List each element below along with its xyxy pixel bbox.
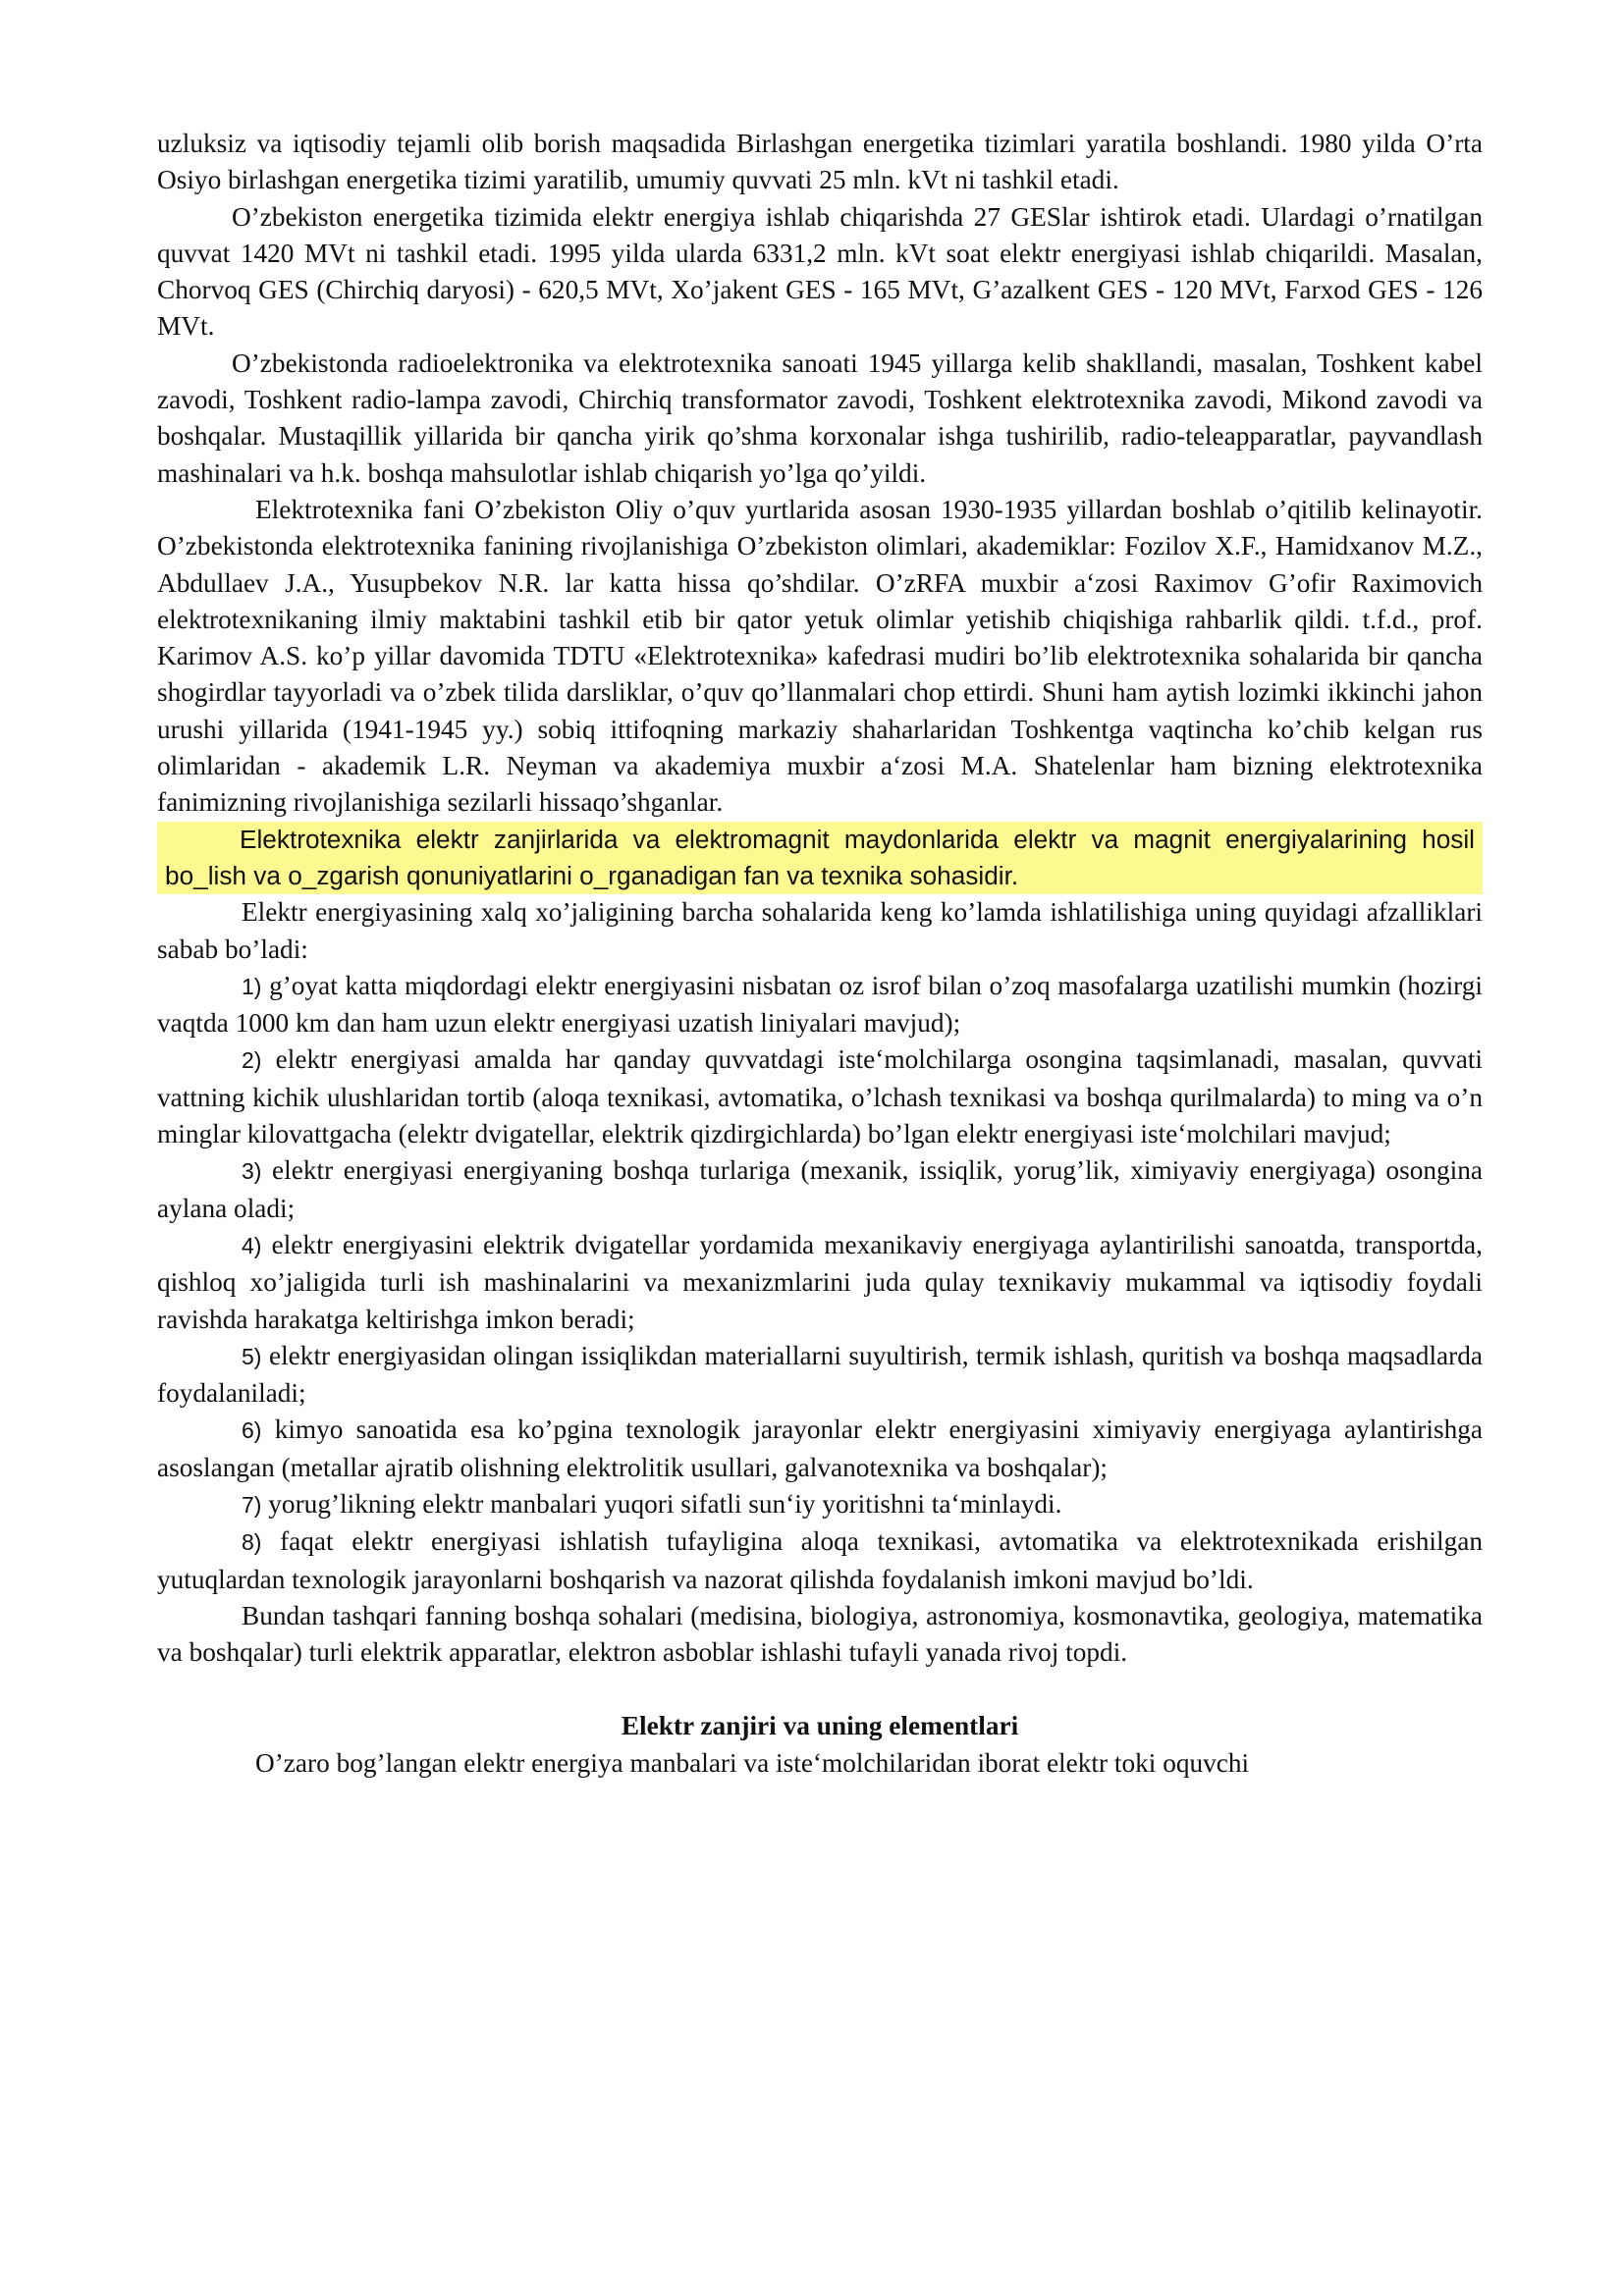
section-heading: Elektr zanjiri va uning elementlari (621, 1711, 1019, 1741)
paragraph-circuit-definition: O’zaro bog’langan elektr energiya manbalari va iste‘molchilaridan iborat elektr toki oquvchi (255, 1747, 1250, 1778)
paragraph-electronics-industry: O’zbekistonda radioelektronika va elektrotexnika sanoati 1945 yillarga kelib shakllandi, masalan, Toshkent kabel zavodi, Toshkent radio-lampa zavodi, Chirchiq transformator zavodi, Toshkent elektrotexnika zavodi, Mikond zavodi va boshqalar. Mustaqillik yillarida bir qancha yirik qo’shma korxonalar ishga tushirilib, radio-teleapparatlar, payvandlash mashinalari va h.k. boshqa mahsulotlar ishlab chiqarish yo’lga qo’yildi. (157, 347, 1483, 488)
list-item-number: 8) (242, 1529, 262, 1556)
list-item-number: 6) (242, 1417, 262, 1444)
list-item-text: elektr energiyasidan olingan issiqlikdan materiallarni suyultirish, termik ishlash, quritish va boshqa maqsadlarda foydalaniladi; (157, 1340, 1483, 1409)
list-item-number: 4) (242, 1232, 262, 1258)
paragraph-advantages-intro: Elektr energiyasining xalq xo’jaligining barcha sohalarida keng ko’lamda ishlatilishiga uning quyidagi afzalliklari sabab bo’ladi: (157, 897, 1483, 964)
list-item-text: elektr energiyasi energiyaning boshqa turlariga (mexanik, issiqlik, yorug’lik, ximiyaviy energiyaga) osongina aylana oladi; (157, 1155, 1483, 1223)
list-item (157, 1338, 1483, 1413)
paragraph-ges-capacity: O’zbekiston energetika tizimida elektr energiya ishlab chiqarishda 27 GESlar ishtirok etadi. Ulardagi o’rnatilgan quvvat 1420 MVt ni tashkil etadi. 1995 yilda ularda 6331,2 mln. kVt soat elektr energiyasi ishlab chiqarildi. Masalan, Chorvoq GES (Chirchiq daryosi) - 620,5 MVt, Xo’jakent GES - 165 MVt, G’azalkent GES - 120 MVt, Farxod GES - 126 MVt. (157, 201, 1483, 342)
list-item (157, 1412, 1483, 1486)
list-item (157, 1227, 1483, 1338)
paragraph-other-fields: Bundan tashqari fanning boshqa sohalari (medisina, biologiya, astronomiya, kosmonavtika, geologiya, matematika va boshqalar) turli elektrik apparatlar, elektron asboblar ishlashi tufayli yanada rivoj topdi. (157, 1600, 1483, 1668)
paragraph-scientists: Elektrotexnika fani O’zbekiston Oliy o’quv yurtlarida asosan 1930-1935 yillardan boshlab o’qitilib kelinayotir. O’zbekistonda elektrotexnika fanining rivojlanishiga O’zbekiston olimlari, akademiklar: Fozilov X.F., Hamidxanov M.Z., Abdullaev J.A., Yusupbekov N.R. lar katta hissa qo’shdilar. O’zRFA muxbir a‘zosi Raximov G’ofir Raximovich elektrotexnikaning ilmiy maktabini tashkil etib bir qator yetuk olimlar yetishib chiqishiga rahbarlik qildi. t.f.d., prof. Karimov A.S. ko’p yillar davomida TDTU «Elektrotexnika» kafedrasi mudiri bo’lib elektrotexnika sohalarida bir qancha shogirdlar tayyorladi va o’zbek tilida darsliklar, o’quv qo’llanmalari chop ettirdi. Shuni ham aytish lozimki ikkinchi jahon urushi yillarida (1941-1945 yy.) sobiq ittifoqning markaziy shaharlaridan Toshkentga vaqtincha ko’chib kelgan rus olimlaridan - akademik L.R. Neyman va akademiya muxbir a‘zosi M.A. Shatelenlar ham bizning elektrotexnika fanimizning rivojlanishiga sezilarli hissaqo’shganlar. (157, 494, 1483, 818)
list-item-number: 7) (242, 1491, 262, 1518)
list-item-text: elektr energiyasi amalda har qanday quvvatdagi iste‘molchilarga osongina taqsimlanadi, masalan, quvvati vattning kichik ulushlaridan tortib (aloqa texnikasi, avtomatika, o’lchash texnikasi va boshqa qurilmalarda) to ming va o’n minglar kilovattgacha (elektr dvigatellar, elektrik qizdirgichlarda) bo’lgan elektr energiyasi iste‘molchilari mavjud; (157, 1044, 1483, 1149)
paragraph-energy-systems: uzluksiz va iqtisodiy tejamli olib borish maqsadida Birlashgan energetika tizimlari yaratila boshlandi. 1980 yilda O’rta Osiyo birlashgan energetika tizimi yaratilib, umumiy quvvati 25 mln. kVt ni tashkil etadi. (157, 129, 1483, 195)
list-item (157, 968, 1483, 1042)
list-item-text: g’oyat katta miqdordagi elektr energiyasini nisbatan oz isrof bilan o’zoq masofalarga uzatilishi mumkin (hozirgi vaqtda 1000 km dan ham uzun elektr energiyasi uzatish liniyalari mavjud); (157, 970, 1483, 1039)
document-page (157, 126, 1483, 1782)
advantages-list (157, 968, 1483, 1598)
highlighted-definition: Elektrotexnika elektr zanjirlarida va elektromagnit maydonlarida elektr va magnit energiyalarining hosil bo_lish va o_zgarish qonuniyatlarini o_rganadigan fan va texnika sohasidir. (157, 822, 1483, 895)
list-item-text: yorug’likning elektr manbalari yuqori sifatli sun‘iy yoritishni ta‘minlaydi. (268, 1488, 1062, 1519)
list-item (157, 1152, 1483, 1227)
list-item-number: 5) (242, 1343, 262, 1369)
list-item (157, 1486, 1483, 1523)
list-item-text: faqat elektr energiyasi ishlatish tufayligina aloqa texnikasi, avtomatika va elektrotexnikada erishilgan yutuqlardan texnologik jarayonlarni boshqarish va nazorat qilishda foydalanish imkoni mavjud bo’ldi. (157, 1526, 1483, 1594)
list-item (157, 1041, 1483, 1152)
list-item (157, 1523, 1483, 1598)
list-item-number: 2) (242, 1047, 262, 1074)
list-item-number: 1) (242, 973, 262, 999)
list-item-text: kimyo sanoatida esa ko’pgina texnologik jarayonlar elektr energiyasini ximiyaviy energiyaga aylantirishga asoslangan (metallar ajratib olishning elektrolitik usullari, galvanotexnika va boshqalar); (157, 1415, 1484, 1482)
list-item-number: 3) (242, 1158, 262, 1185)
list-item-text: elektr energiyasini elektrik dvigatellar yordamida mexanikaviy energiyaga aylantirilishi sanoatda, transportda, qishloq xo’jaligida turli ish mashinalarini va mexanizmlarini juda qulay texnikaviy mukammal va iqtisodiy foydali ravishda harakatga keltirishga imkon beradi; (157, 1229, 1483, 1334)
